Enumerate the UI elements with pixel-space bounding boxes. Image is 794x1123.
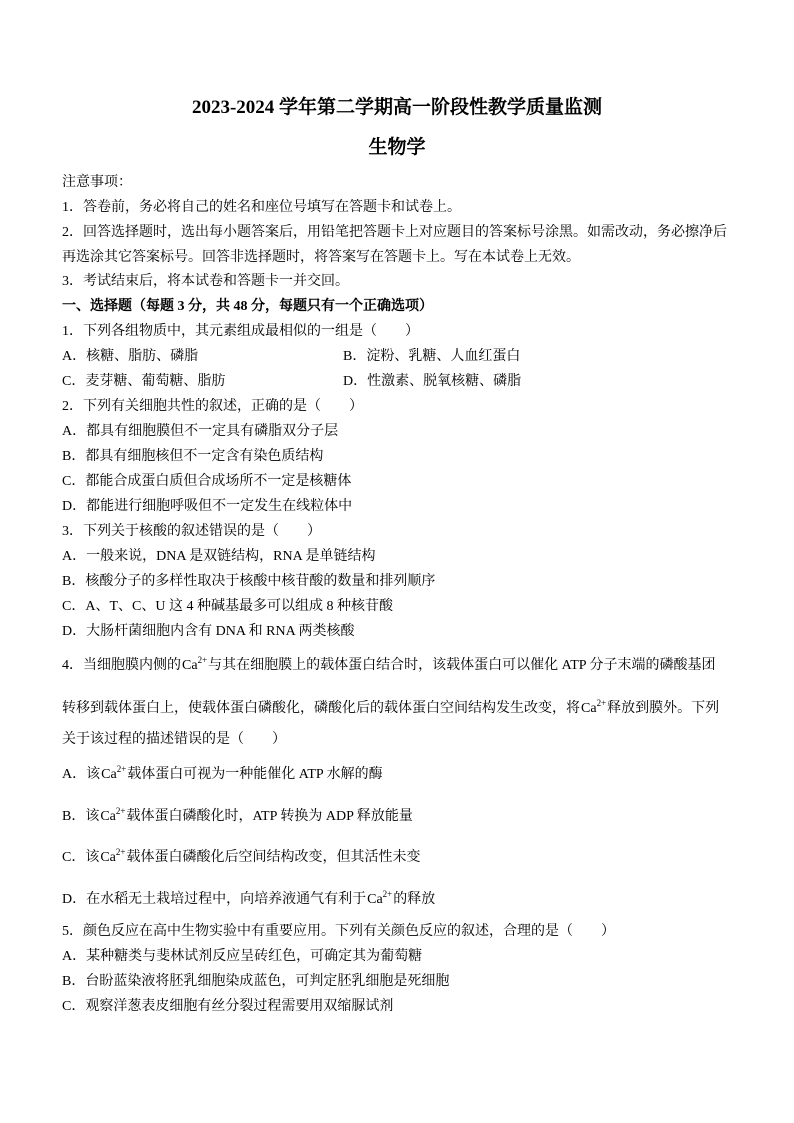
- option-text: 载体蛋白磷酸化后空间结构改变，但其活性未变: [126, 850, 421, 865]
- calcium-ion-formula: [367, 889, 393, 907]
- option-c: [62, 845, 420, 870]
- stem-text: 释放到膜外。下列: [607, 701, 720, 716]
- ion-charge: 2+: [382, 889, 393, 899]
- ion-charge: 2+: [115, 806, 126, 816]
- calcium-ion-formula: [581, 698, 607, 716]
- stem-text: 关于该过程的描述错误的是（ ）: [62, 732, 286, 747]
- note-line: 2．回答选择题时，选出每小题答案后，用铅笔把答题卡上对应题目的答案标号涂黑。如需改动，务必擦净后: [62, 225, 727, 240]
- option-a: A．核糖、脂肪、磷脂: [62, 349, 199, 364]
- calcium-ion-formula: [100, 847, 126, 865]
- ion-symbol: Ca: [100, 809, 116, 824]
- option-text: C．该: [62, 850, 100, 865]
- question-stem-line: [62, 727, 286, 752]
- ion-symbol: Ca: [367, 892, 383, 907]
- option-text: 的释放: [393, 892, 436, 907]
- option-d: D．性激素、脱氧核糖、磷脂: [343, 374, 522, 389]
- question-stem: 2．下列有关细胞共性的叙述，正确的是（ ）: [62, 399, 363, 414]
- calcium-ion-formula: [100, 806, 126, 824]
- option-a: A．一般来说，DNA 是双链结构，RNA 是单链结构: [62, 549, 376, 564]
- option-a: A．某种糖类与斐林试剂反应呈砖红色，可确定其为葡萄糖: [62, 949, 423, 964]
- note-line: 再选涂其它答案标号。回答非选择题时，将答案写在答题卡上。写在本试卷上无效。: [62, 250, 580, 265]
- calcium-ion-formula: [101, 764, 127, 782]
- ion-charge: 2+: [596, 698, 607, 708]
- question-stem: 3．下列关于核酸的叙述错误的是（ ）: [62, 524, 321, 539]
- option-text: 载体蛋白磷酸化时，ATP 转换为 ADP 释放能量: [126, 809, 413, 824]
- option-text: D．在水稻无土栽培过程中，向培养液通气有利于: [62, 892, 367, 907]
- page-title: 2023-2024 学年第二学期高一阶段性教学质量监测: [191, 97, 603, 118]
- question-stem: 5．颜色反应在高中生物实验中有重要应用。下列有关颜色反应的叙述，合理的是（ ）: [62, 924, 615, 939]
- ion-charge: 2+: [197, 655, 208, 665]
- stem-text: 转移到载体蛋白上，使载体蛋白磷酸化，磷酸化后的载体蛋白空间结构发生改变，将: [62, 701, 580, 716]
- note-line: 1．答卷前，务必将自己的姓名和座位号填写在答题卡和试卷上。: [62, 200, 461, 215]
- note-line: 3．考试结束后，将本试卷和答题卡一并交回。: [62, 274, 349, 289]
- option-d: D．都能进行细胞呼吸但不一定发生在线粒体中: [62, 499, 353, 514]
- option-b: B．都具有细胞核但不一定含有染色质结构: [62, 449, 324, 464]
- ion-symbol: Ca: [100, 850, 116, 865]
- option-b: B．核酸分子的多样性取决于核酸中核苷酸的数量和排列顺序: [62, 574, 436, 589]
- option-text: 载体蛋白可视为一种能催化 ATP 水解的酶: [127, 767, 383, 782]
- option-b: B．台盼蓝染液将胚乳细胞染成蓝色，可判定胚乳细胞是死细胞: [62, 974, 450, 989]
- subject-title: 生物学: [368, 137, 426, 158]
- question-stem-line: [62, 653, 716, 678]
- ion-charge: 2+: [115, 847, 126, 857]
- option-d: [62, 887, 435, 912]
- option-a: A．都具有细胞膜但不一定具有磷脂双分子层: [62, 424, 339, 439]
- calcium-ion-formula: [182, 655, 208, 673]
- question-stem-line: [62, 696, 719, 721]
- option-b: [62, 804, 413, 829]
- question-stem: 1．下列各组物质中，其元素组成最相似的一组是（ ）: [62, 324, 419, 339]
- option-c: C．都能合成蛋白质但合成场所不一定是核糖体: [62, 474, 352, 489]
- option-b: B．淀粉、乳糖、人血红蛋白: [343, 349, 521, 364]
- ion-symbol: Ca: [182, 658, 198, 673]
- option-c: C．麦芽糖、葡萄糖、脂肪: [62, 374, 226, 389]
- stem-text: 4．当细胞膜内侧的: [62, 658, 181, 673]
- section-heading: 一、选择题（每题 3 分，共 48 分，每题只有一个正确选项）: [62, 299, 433, 314]
- option-text: A．该: [62, 767, 101, 782]
- ion-charge: 2+: [116, 764, 127, 774]
- ion-symbol: Ca: [101, 767, 117, 782]
- option-d: D．大肠杆菌细胞内含有 DNA 和 RNA 两类核酸: [62, 624, 355, 639]
- option-a: [62, 762, 383, 787]
- notes-label: 注意事项：: [62, 175, 132, 190]
- ion-symbol: Ca: [581, 701, 597, 716]
- option-c: C．观察洋葱表皮细胞有丝分裂过程需要用双缩脲试剂: [62, 999, 394, 1014]
- option-c: C．A、T、C、U 这 4 种碱基最多可以组成 8 种核苷酸: [62, 599, 393, 614]
- option-text: B．该: [62, 809, 100, 824]
- stem-text: 与其在细胞膜上的载体蛋白结合时，该载体蛋白可以催化 ATP 分子末端的磷酸基团: [208, 658, 716, 673]
